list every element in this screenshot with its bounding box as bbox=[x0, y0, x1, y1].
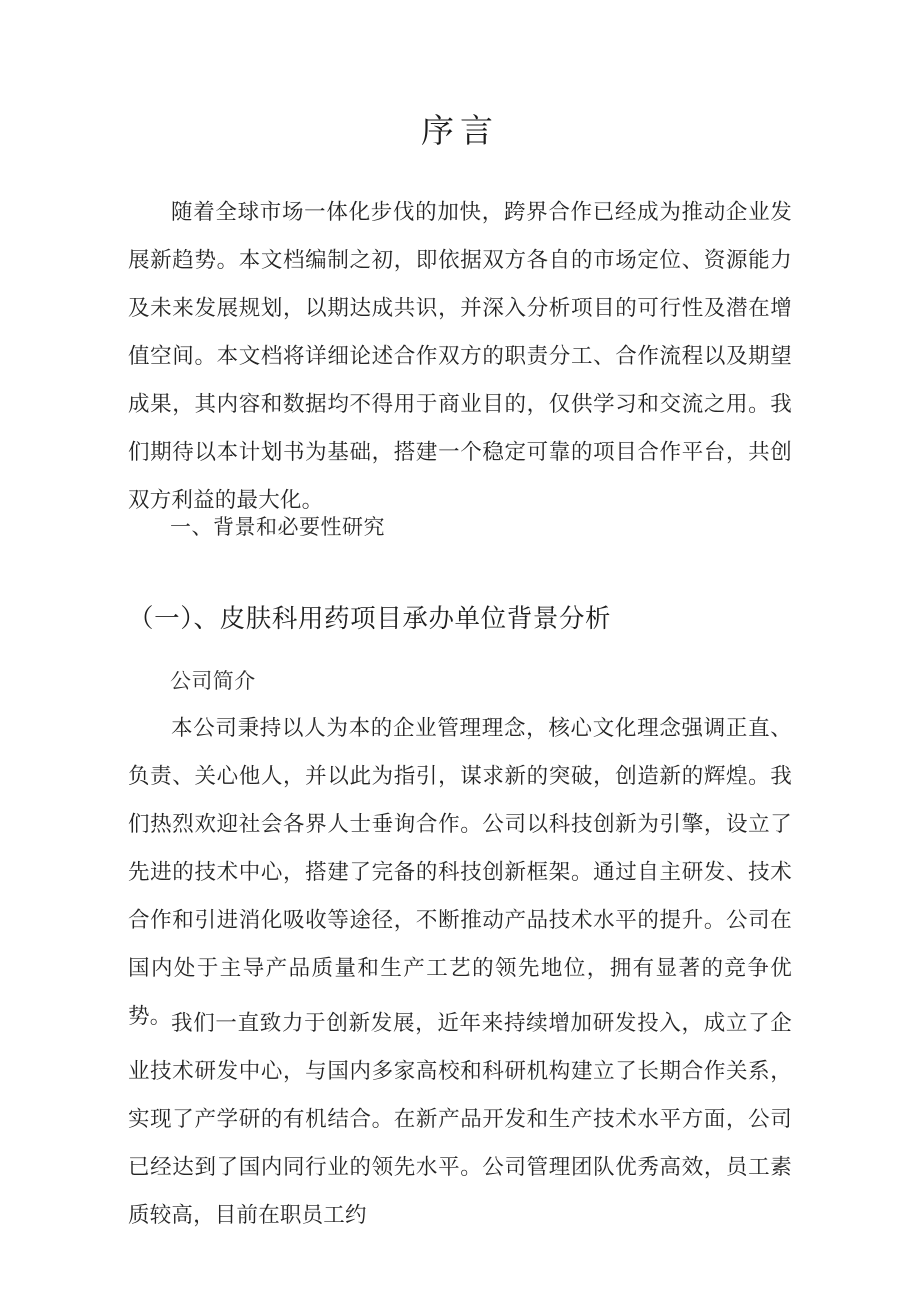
page-title-text: 序言 bbox=[421, 111, 499, 150]
page-title bbox=[128, 111, 792, 150]
section-heading-1-block bbox=[128, 503, 792, 551]
company-paragraph-1-block bbox=[128, 705, 792, 1041]
section-heading-2-block bbox=[128, 595, 792, 643]
section-heading-undertaking-unit-background: （一）、皮肤科用药项目承办单位背景分析 bbox=[128, 604, 612, 634]
company-paragraph-innovation-development: 我们一直致力于创新发展，近年来持续增加研发投入，成立了企业技术研发中心，与国内多家高校和科研机构建立了长期合作关系，实现了产学研的有机结合。在新产品开发和生产技术水平方面，公司已经达到了国内同行业的领先水平。公司管理团队优秀高效，员工素质较高，目前在职员工约 bbox=[128, 1011, 792, 1228]
section-heading-background-necessity: 一、背景和必要性研究 bbox=[170, 515, 385, 539]
company-paragraph-management-philosophy: 本公司秉持以人为本的企业管理理念，核心文化理念强调正直、负责、关心他人，并以此为指引，谋求新的突破，创造新的辉煌。我们热烈欢迎社会各界人士垂询合作。公司以科技创新为引擎，设立了先进的技术中心，搭建了完备的科技创新框架。通过自主研发、技术合作和引进消化吸收等途径，不断推动产品技术水平的提升。公司在国内处于主导产品质量和生产工艺的领先地位，拥有显著的竞争优势。 bbox=[128, 716, 792, 1029]
preface-block bbox=[128, 189, 792, 525]
preface-paragraph: 随着全球市场一体化步伐的加快，跨界合作已经成为推动企业发展新趋势。本文档编制之初，即依据双方各自的市场定位、资源能力及未来发展规划，以期达成共识，并深入分析项目的可行性及潜在增值空间。本文档将详细论述合作双方的职责分工、合作流程以及期望成果，其内容和数据均不得用于商业目的，仅供学习和交流之用。我们期待以本计划书为基础，搭建一个稳定可靠的项目合作平台，共创双方利益的最大化。 bbox=[128, 200, 792, 513]
subsection-label-block bbox=[128, 657, 792, 705]
subsection-label-company-profile: 公司简介 bbox=[170, 669, 256, 693]
company-paragraph-2-block bbox=[128, 1000, 792, 1240]
